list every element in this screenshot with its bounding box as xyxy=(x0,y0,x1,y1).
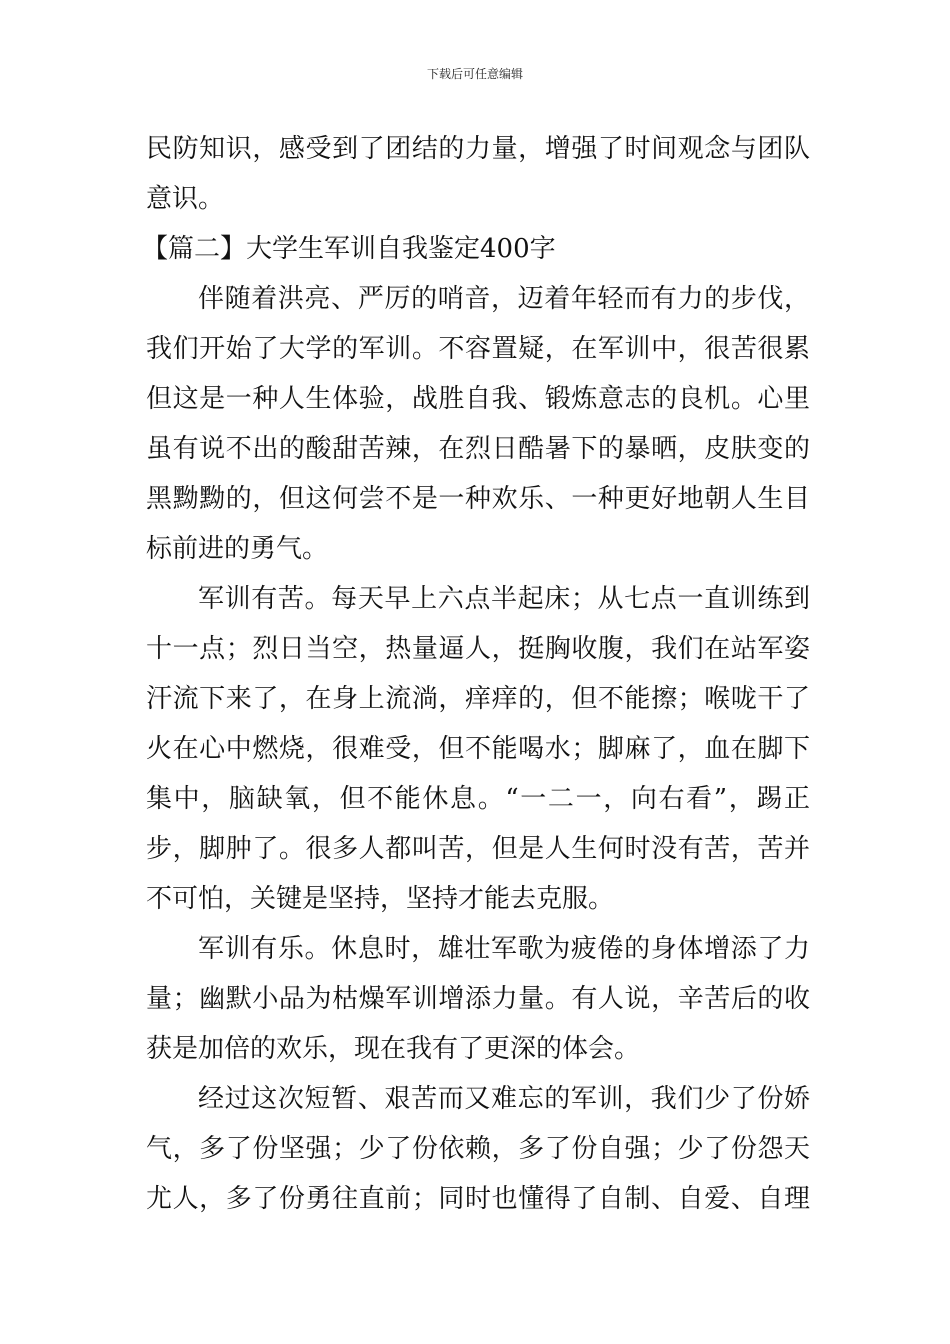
document-body xyxy=(142,124,810,1224)
paragraph-first-line: 军训有乐。休息时，雄壮军歌为疲倦的身体增添了力 xyxy=(198,934,810,964)
text-line: 尤人，多了份勇往直前；同时也懂得了自制、自爱、自理 xyxy=(146,1184,810,1214)
section-heading: 【篇二】大学生军训自我鉴定400字 xyxy=(142,234,556,264)
text-line: 标前进的勇气。 xyxy=(146,534,329,564)
text-line: 意识。 xyxy=(146,184,225,214)
text-line: 汗流下来了，在身上流淌，痒痒的，但不能擦；喉咙干了 xyxy=(146,684,810,714)
text-line: 十一点；烈日当空，热量逼人，挺胸收腹，我们在站军姿 xyxy=(146,634,810,664)
text-line: 黑黝黝的，但这何尝不是一种欢乐、一种更好地朝人生目 xyxy=(146,484,810,514)
paragraph-first-line: 军训有苦。每天早上六点半起床；从七点一直训练到 xyxy=(198,584,810,614)
text-line: 量；幽默小品为枯燥军训增添力量。有人说，辛苦后的收 xyxy=(146,984,810,1014)
text-line: 步，脚肿了。很多人都叫苦，但是人生何时没有苦，苦并 xyxy=(146,834,810,864)
page-header-note: 下载后可任意编辑 xyxy=(426,67,523,81)
text-line: 获是加倍的欢乐，现在我有了更深的体会。 xyxy=(146,1034,641,1064)
text-line: 集中，脑缺氧，但不能休息。“一二一，向右看”，踢正 xyxy=(146,784,810,814)
paragraph-first-line: 经过这次短暂、艰苦而又难忘的军训，我们少了份娇 xyxy=(198,1084,810,1114)
text-line: 但这是一种人生体验，战胜自我、锻炼意志的良机。心里 xyxy=(146,384,810,414)
text-line: 民防知识，感受到了团结的力量，增强了时间观念与团队 xyxy=(146,134,810,164)
text-line: 火在心中燃烧，很难受，但不能喝水；脚麻了，血在脚下 xyxy=(146,734,810,764)
text-line: 我们开始了大学的军训。不容置疑，在军训中，很苦很累 xyxy=(146,334,810,364)
text-line: 气，多了份坚强；少了份依赖，多了份自强；少了份怨天 xyxy=(146,1134,810,1164)
paragraph-first-line: 伴随着洪亮、严厉的哨音，迈着年轻而有力的步伐， xyxy=(198,284,810,314)
text-line: 虽有说不出的酸甜苦辣，在烈日酷暑下的暴晒，皮肤变的 xyxy=(146,434,810,464)
text-line: 不可怕，关键是坚持，坚持才能去克服。 xyxy=(146,884,615,914)
